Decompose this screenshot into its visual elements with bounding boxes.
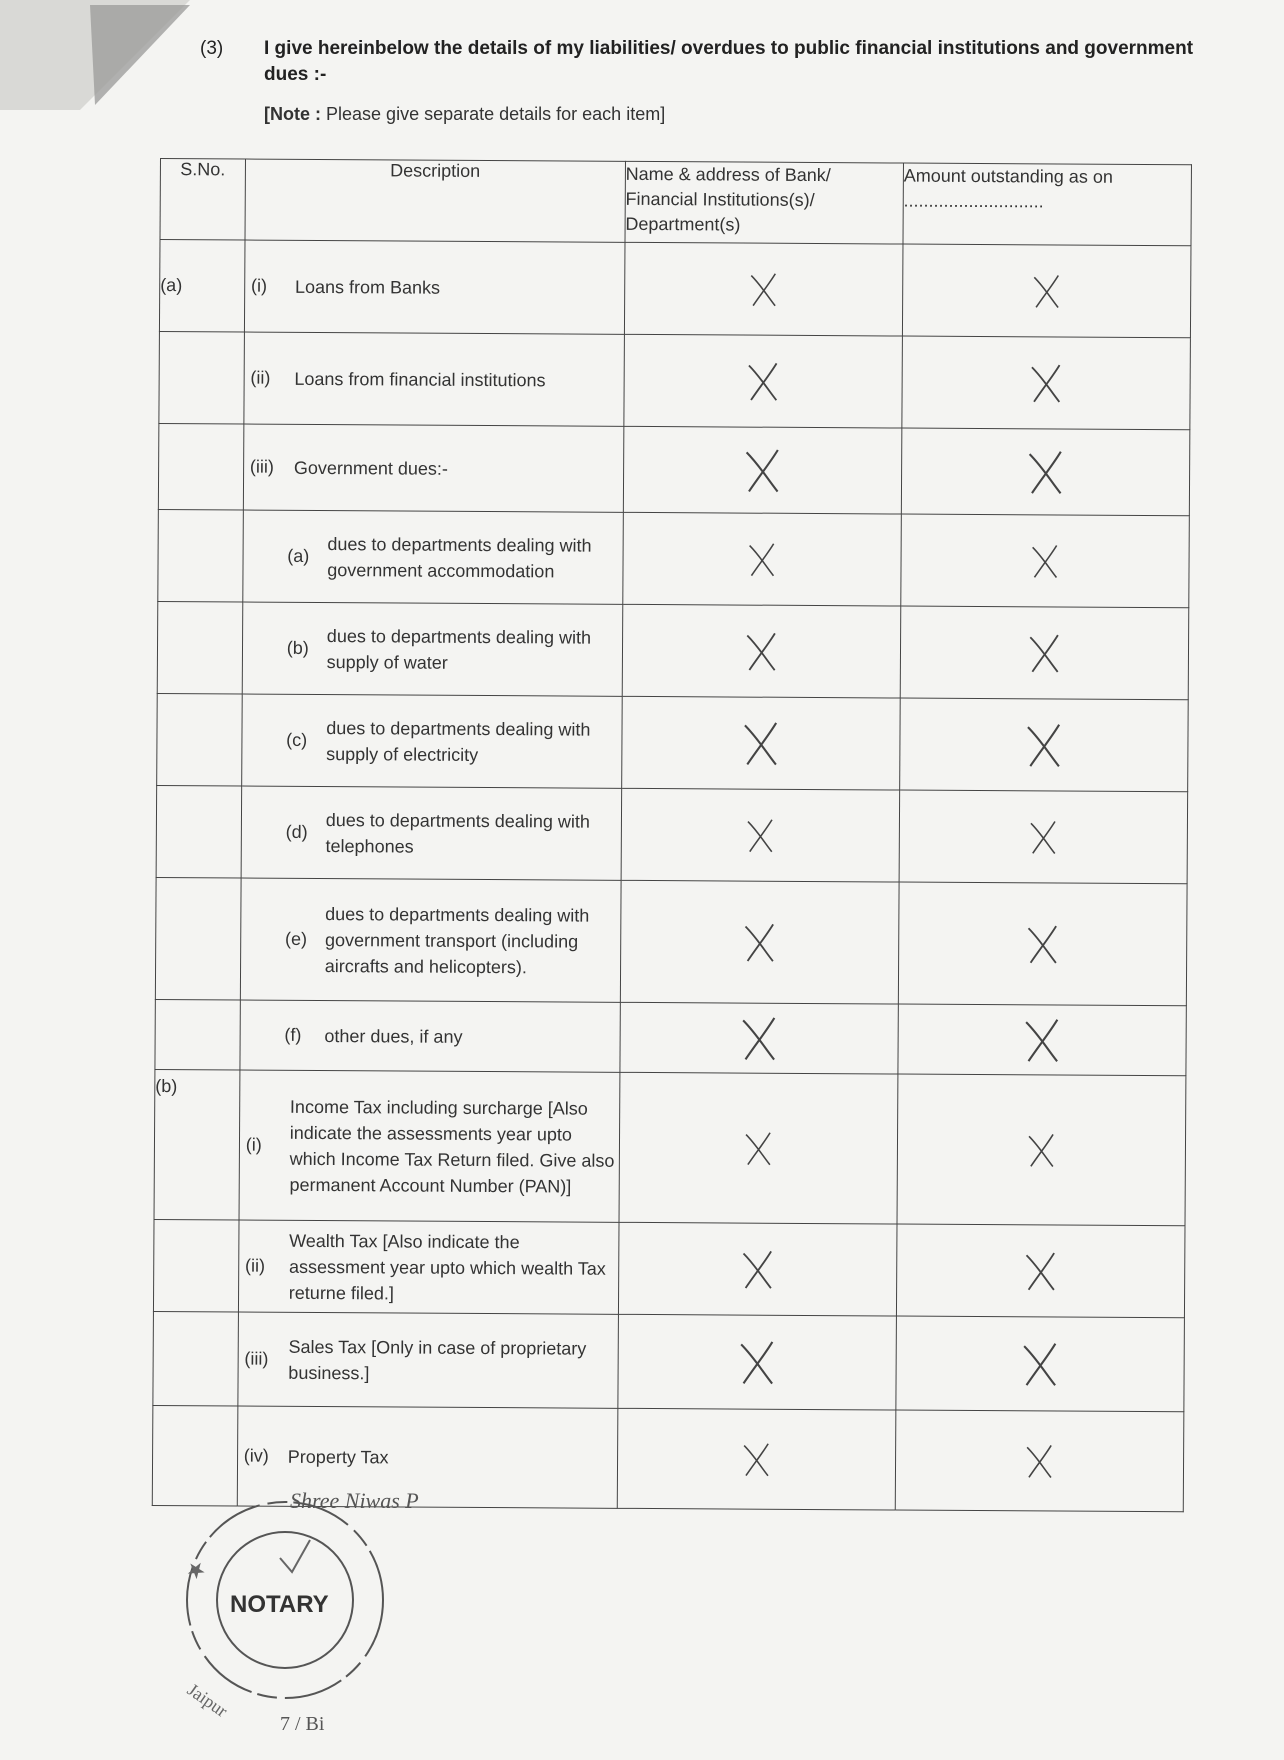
table-row [157,601,1189,699]
row-amount-cell [901,428,1190,516]
header-amount: Amount outstanding as on ............................ [903,163,1192,246]
section-heading-text: I give hereinbelow the details of my liabilities/ overdues to public financial institutions and government dues :- [264,38,1194,85]
row-sno [153,1311,238,1406]
row-bank-cell [624,334,903,428]
table-row [158,423,1190,515]
row-description [240,1000,620,1072]
handwritten-cross-mark [740,815,780,855]
row-item-text: Loans from financial institutions [294,368,546,390]
handwritten-cross-mark [1023,817,1063,857]
row-bank-cell [620,1002,898,1074]
row-bank-cell [617,1408,896,1510]
row-sno [153,1219,238,1312]
row-item-text: Loans from Banks [294,276,441,298]
row-item-label: (i) [245,1134,262,1155]
row-item-text: Wealth Tax [Also indicate the assessment year upto which wealth Tax returne filed.] [288,1230,606,1303]
handwritten-cross-mark [1019,446,1071,498]
row-item-text: dues to departments dealing with telephones [325,809,590,857]
row-sno [159,331,244,424]
row-description [241,786,622,880]
row-item-text: Property Tax [287,1446,389,1467]
table-row [154,1069,1186,1225]
row-amount-cell [895,1410,1184,1512]
handwritten-cross-mark [743,269,783,309]
row-description [240,878,621,1002]
handwritten-cross-mark [736,444,788,496]
row-description [239,1070,620,1222]
row-amount-cell [902,336,1191,430]
row-item-text: other dues, if any [324,1025,463,1047]
row-item-text: dues to departments dealing with government transport (including aircrafts and helicopters). [324,903,590,977]
row-item-label: (iii) [244,1348,269,1369]
handwritten-cross-mark [1023,360,1069,406]
row-item-label: (i) [250,275,268,296]
row-item-label: (iii) [249,456,274,477]
row-item-label: (ii) [250,367,271,388]
note-label: [Note : [264,104,321,124]
stamp-center-text: NOTARY [230,1591,329,1618]
row-item-label: (a) [287,545,310,566]
notary-stamp [160,1490,440,1740]
row-item-text: Government dues:- [293,457,449,479]
stamp-top-text: Shree Niwas P [290,1490,419,1513]
row-description [238,1220,619,1314]
row-bank-cell [623,426,902,514]
handwritten-cross-mark [736,919,782,965]
row-amount-cell [896,1224,1185,1318]
handwritten-cross-mark [1021,1130,1061,1170]
table-row [159,331,1191,429]
handwritten-cross-mark [1018,719,1070,771]
table-row [155,877,1187,1005]
row-item-label: (e) [284,928,308,949]
table-header-row [160,159,1191,246]
row-item-label: (ii) [244,1255,266,1276]
handwritten-cross-mark [740,358,786,404]
row-sno [155,877,241,1000]
table-row [159,240,1191,338]
handwritten-cross-mark [1025,541,1065,581]
table-row [153,1311,1185,1411]
handwritten-cross-mark [1017,1248,1063,1294]
row-bank-cell [619,1072,898,1224]
handwritten-cross-mark [1016,1014,1068,1066]
row-bank-cell [621,788,900,882]
row-item-label: (d) [285,821,308,842]
row-description [243,424,624,512]
handwritten-cross-mark [738,628,784,674]
row-sno: (b) [154,1069,240,1220]
section-number: (3) [200,38,224,59]
stamp-bottom-text: Jaipur [183,1679,232,1721]
row-sno [157,601,242,694]
note-text: Please give separate details for each item] [326,104,666,124]
table-row [157,693,1189,791]
row-amount-cell [900,606,1189,700]
row-amount-cell [898,1004,1187,1076]
row-sno: (a) [159,240,244,333]
table-row [156,785,1188,883]
row-bank-cell [620,880,899,1004]
handwritten-cross-mark [1021,630,1067,676]
row-amount-cell [902,244,1191,338]
table-body [152,240,1191,1512]
row-amount-cell [897,1074,1186,1226]
row-sno [158,509,243,602]
row-item-text: Sales Tax [Only in case of proprietary business.] [288,1336,587,1383]
liabilities-table [152,158,1192,1512]
row-bank-cell [621,696,900,790]
stamp-tick-mark [280,1540,310,1572]
table-row [155,999,1186,1075]
row-item-text: dues to departments dealing with government accommodation [327,533,592,581]
row-sno [156,785,241,878]
row-description [244,332,625,426]
table-row [153,1219,1185,1317]
row-amount-cell [898,882,1187,1006]
row-bank-cell [618,1222,897,1316]
row-sno [155,999,240,1070]
row-bank-cell [623,512,902,606]
handwritten-cross-mark [734,1246,780,1292]
row-item-label: (iv) [243,1445,269,1466]
handwritten-cross-mark [1026,271,1066,311]
handwritten-cross-mark [1019,921,1065,967]
row-sno [158,423,243,510]
row-item-text: Income Tax including surcharge [Also indicate the assessments year upto which Income Tax Return filed. Give also permanent Account Number (PAN)] [289,1096,615,1197]
row-item-text: dues to departments dealing with supply of water [326,625,592,673]
table-row [158,509,1190,607]
handwritten-cross-mark [742,539,782,579]
row-item-label: (f) [284,1024,302,1045]
stamp-number-text: 7 / Bi [280,1713,325,1735]
row-description [244,240,625,334]
handwritten-cross-mark [738,1128,778,1168]
row-description [241,694,622,788]
handwritten-cross-mark [1019,1441,1059,1481]
row-bank-cell [622,604,901,698]
handwritten-cross-mark [736,1439,776,1479]
svg-text:★: ★ [180,1554,212,1586]
row-amount-cell [901,514,1190,608]
row-item-text: dues to departments dealing with supply of electricity [326,717,591,765]
row-amount-cell [896,1316,1185,1412]
header-description: Description [245,159,626,242]
row-amount-cell [899,698,1188,792]
handwritten-cross-mark [733,1012,785,1064]
row-description [242,602,623,696]
handwritten-cross-mark [735,717,787,769]
handwritten-cross-mark [1014,1338,1066,1390]
row-bank-cell [624,242,903,336]
header-bank: Name & address of Bank/ Financial Institutions(s)/ Department(s) [625,161,904,244]
row-description [243,510,624,604]
header-sno: S.No. [160,159,245,241]
folded-corner [0,0,200,120]
row-description [238,1312,619,1408]
row-amount-cell [899,790,1188,884]
row-item-label: (b) [286,637,309,658]
row-sno [157,693,242,786]
note-line [264,104,665,125]
handwritten-cross-mark [731,1336,783,1388]
row-bank-cell [618,1314,897,1410]
row-item-label: (c) [286,729,308,750]
